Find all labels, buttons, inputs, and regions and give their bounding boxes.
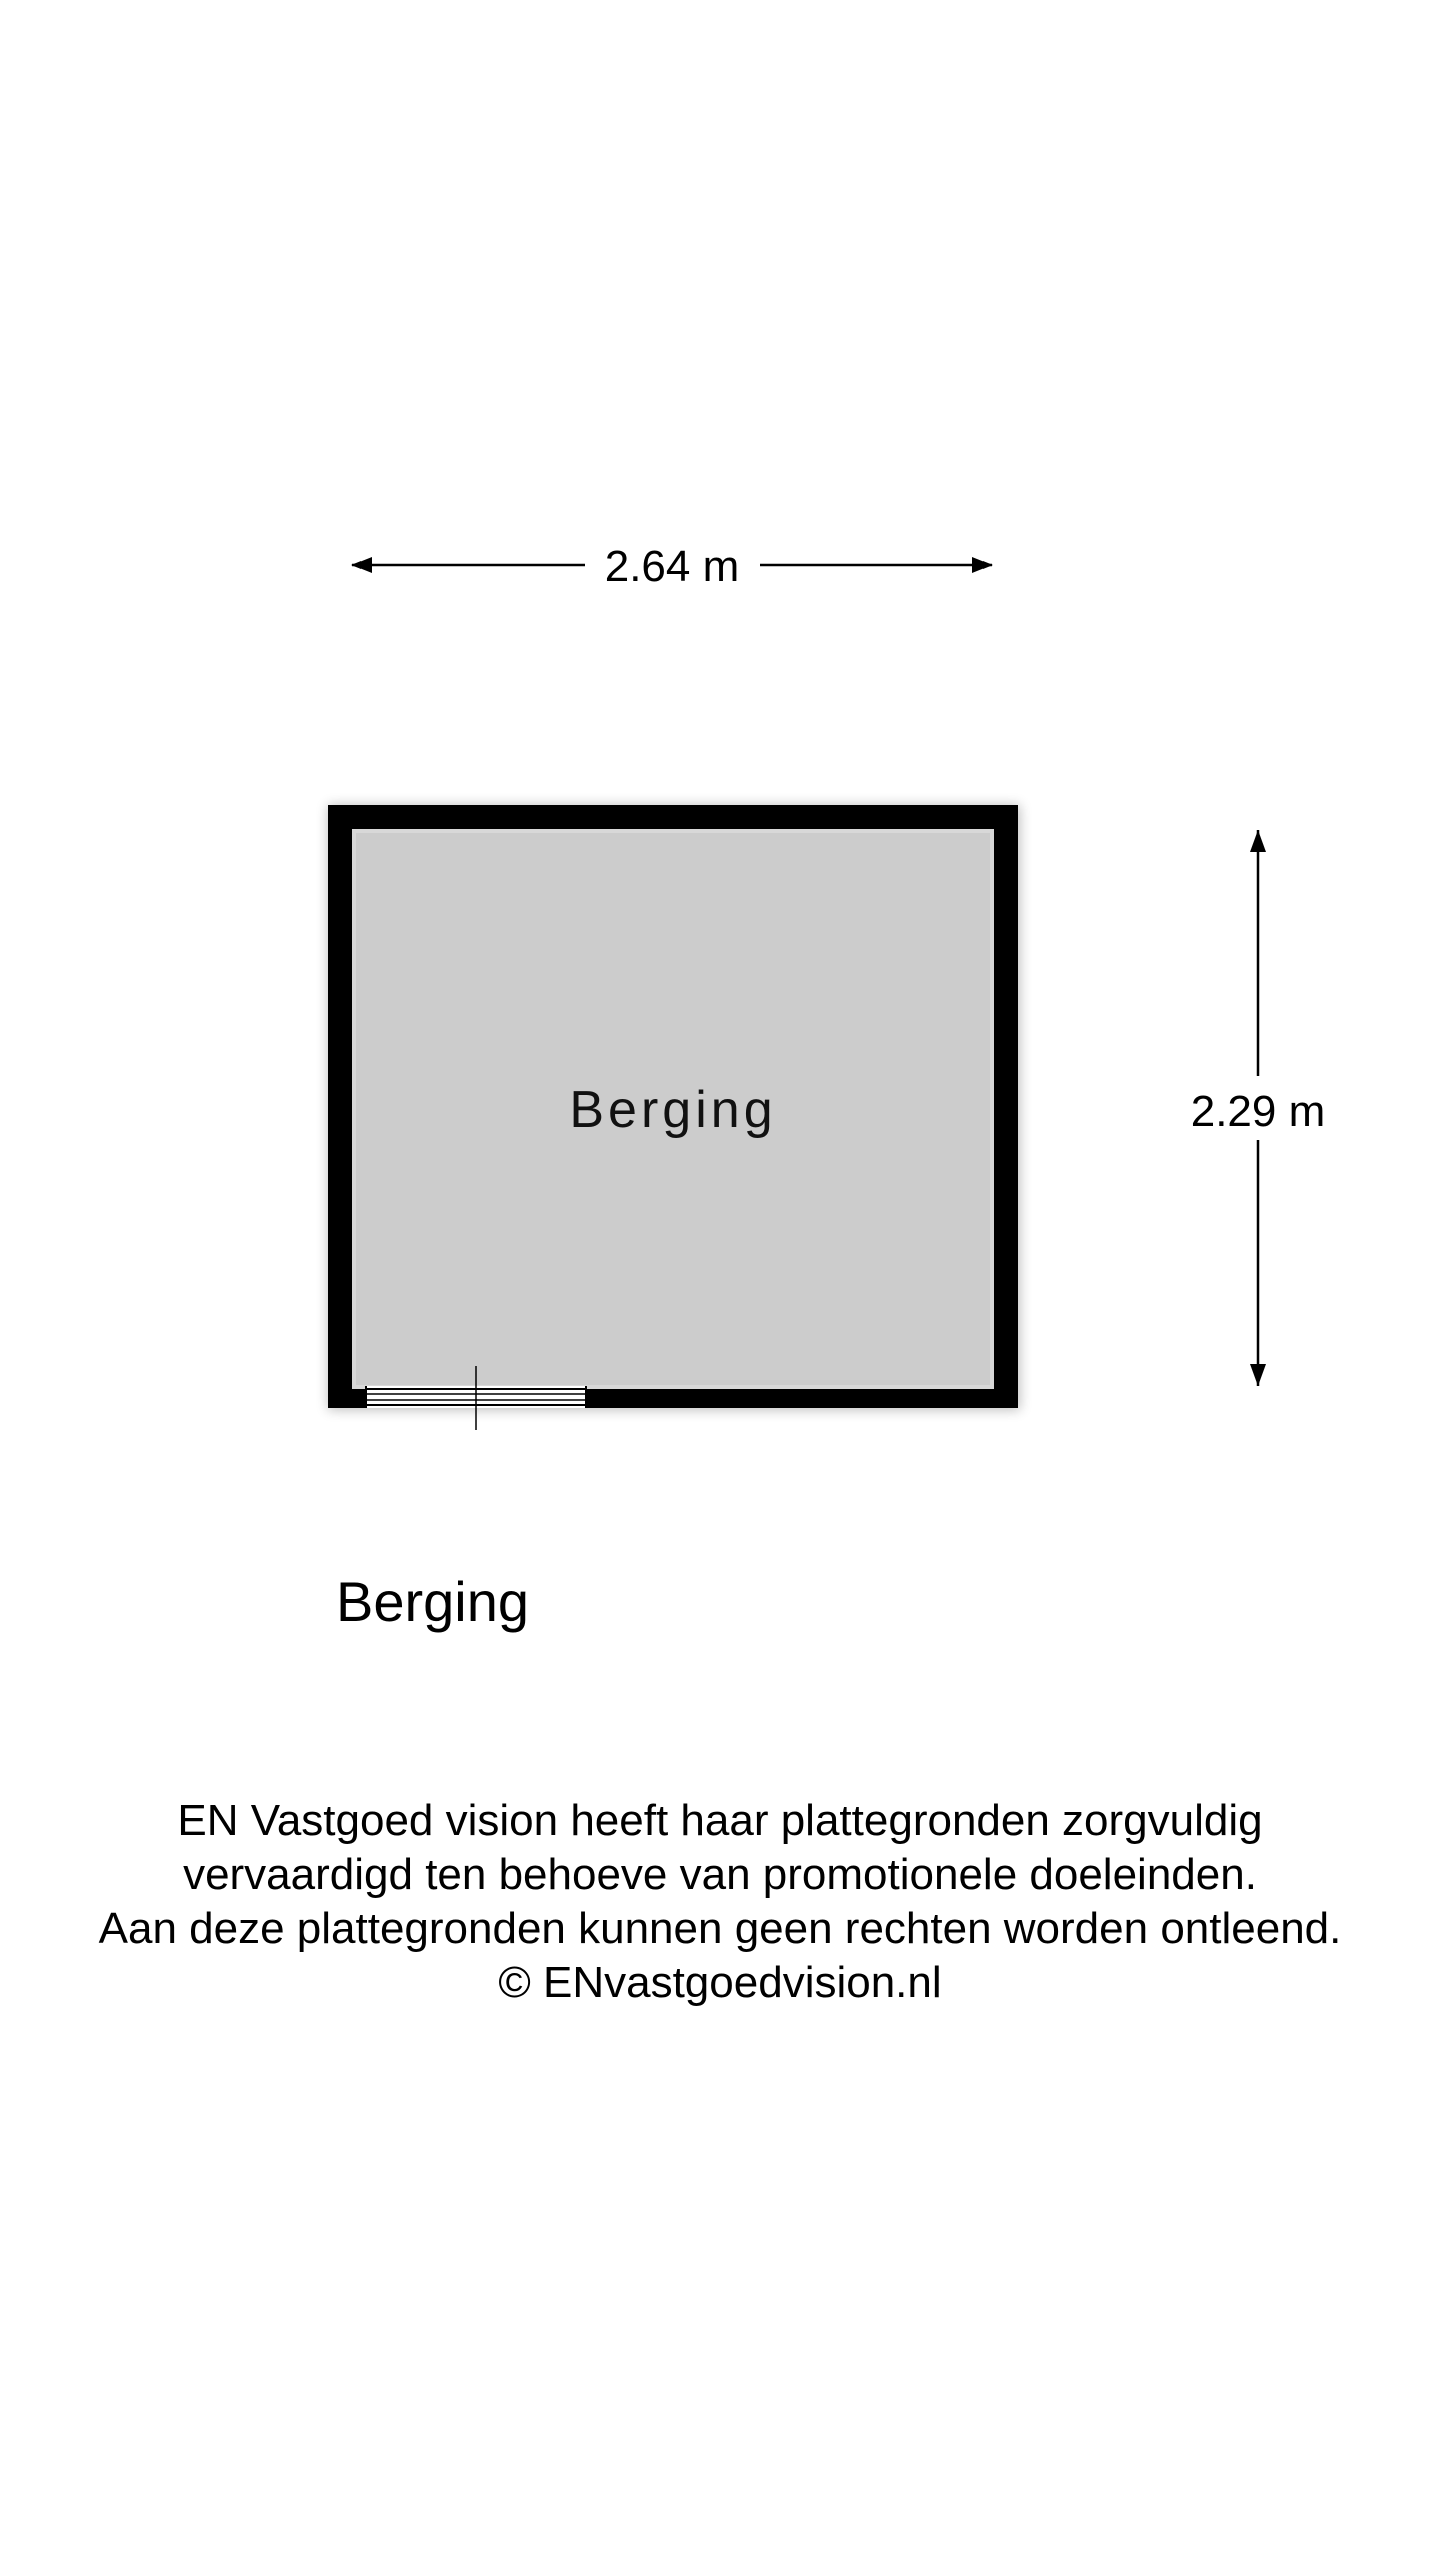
arrow-right-icon (972, 557, 992, 573)
room-berging (328, 805, 1020, 1430)
copyright-line: © ENvastgoedvision.nl (498, 1958, 942, 2007)
arrow-left-icon (352, 557, 372, 573)
floor-title: Berging (336, 1570, 530, 1633)
disclaimer-line: vervaardigd ten behoeve van promotionele doeleinden. (183, 1850, 1257, 1899)
disclaimer-line: Aan deze plattegronden kunnen geen rechten worden ontleend. (98, 1904, 1342, 1953)
arrow-up-icon (1250, 830, 1266, 852)
height-dimension (1191, 830, 1326, 1386)
width-dimension (352, 542, 992, 591)
arrow-down-icon (1250, 1364, 1266, 1386)
room-label: Berging (569, 1081, 777, 1139)
disclaimer (0, 1794, 1440, 2010)
width-dimension-label: 2.64 m (604, 542, 740, 591)
disclaimer-line: EN Vastgoed vision heeft haar plattegronden zorgvuldig (177, 1796, 1263, 1845)
height-dimension-label: 2.29 m (1190, 1087, 1326, 1136)
